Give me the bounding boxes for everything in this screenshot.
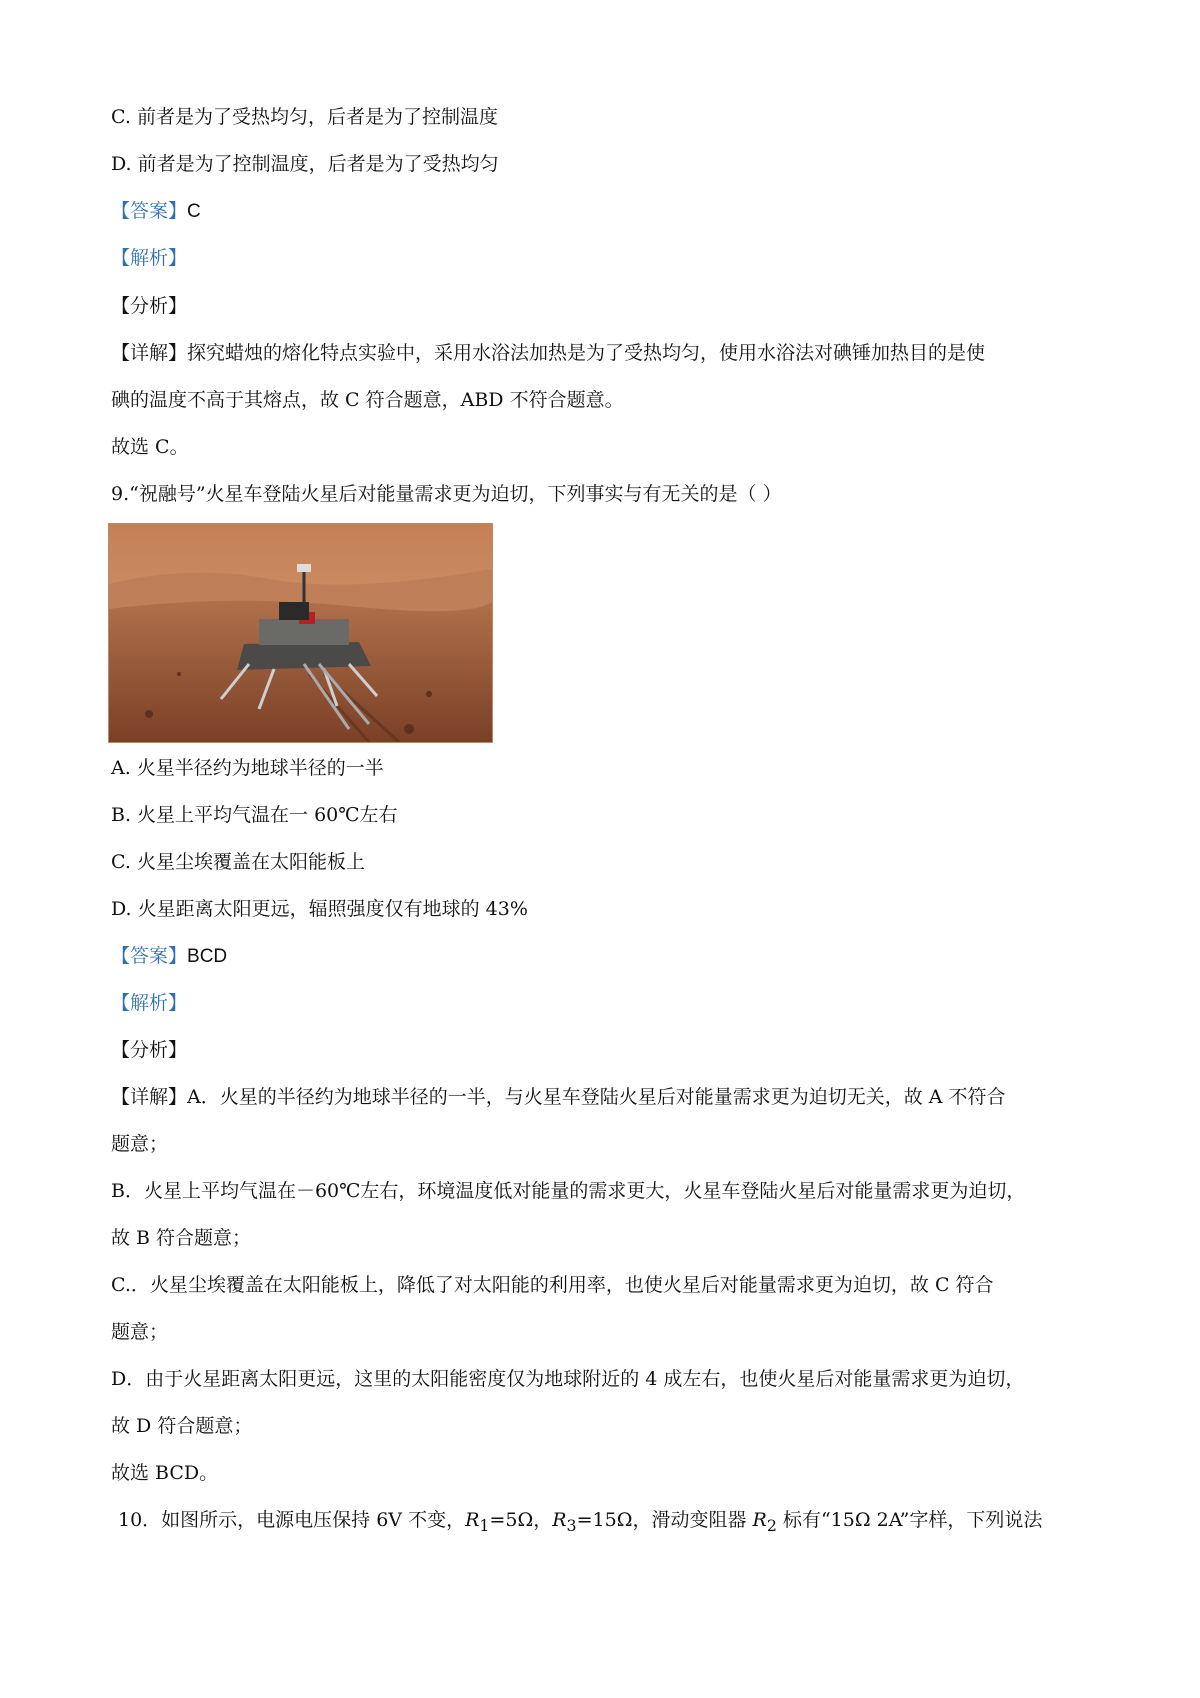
- mars-rover-photo: [108, 523, 493, 743]
- var-r3: R: [552, 1509, 567, 1531]
- answer-tag: 【答案】: [111, 200, 188, 222]
- var-r1-sub: 1: [479, 1515, 490, 1535]
- fenxi-tag: 【分析】: [111, 295, 188, 317]
- question-9-option-c: C. 火星尘埃覆盖在太阳能板上: [111, 851, 365, 873]
- option-d: D. 前者是为了控制温度，后者是为了受热均匀: [111, 153, 499, 175]
- detail-line-2: 碘的温度不高于其熔点，故 C 符合题意，ABD 不符合题意。: [111, 389, 624, 411]
- option-c: C. 前者是为了受热均匀，后者是为了控制温度: [111, 106, 498, 128]
- var-r2: R: [752, 1509, 767, 1531]
- question-9-detail-4: 故 B 符合题意；: [111, 1227, 252, 1249]
- analysis-tag: 【解析】: [111, 247, 188, 269]
- answer-value: C: [187, 201, 201, 222]
- var-r2-sub: 2: [766, 1515, 777, 1535]
- question-9-option-d: D. 火星距离太阳更远，辐照强度仅有地球的 43%: [111, 898, 528, 920]
- question-9-fenxi-tag: 【分析】: [111, 1039, 188, 1061]
- answer-value: BCD: [187, 946, 228, 967]
- stem-part-a: 10．如图所示，电源电压保持 6V 不变，: [118, 1509, 466, 1531]
- answer-tag: 【答案】: [111, 945, 188, 967]
- question-9-answer-line: [111, 944, 227, 969]
- question-9-option-b: B. 火星上平均气温在一 60℃左右: [111, 804, 398, 826]
- question-9-detail-5: C.．火星尘埃覆盖在太阳能板上，降低了对太阳能的利用率，也使火星后对能量需求更为迫切，故 C 符合: [111, 1274, 994, 1296]
- question-10-stem: [118, 1508, 1042, 1538]
- question-9-detail-2: 题意；: [111, 1133, 169, 1155]
- var-r3-sub: 3: [566, 1515, 577, 1535]
- stem-part-b: 标有“15Ω 2A”字样，下列说法: [776, 1509, 1043, 1531]
- question-9-detail-1: 【详解】A．火星的半径约为地球半径的一半，与火星车登陆火星后对能量需求更为迫切无关，故 A 不符合: [111, 1086, 1006, 1108]
- question-9-detail-7: D．由于火星距离太阳更远，这里的太阳能密度仅为地球附近的 4 成左右，也使火星后对能量需求更为迫切，: [111, 1368, 1025, 1390]
- detail-line-1: 【详解】探究蜡烛的熔化特点实验中，采用水浴法加热是为了受热均匀，使用水浴法对碘锤加热目的是使: [111, 342, 986, 364]
- question-9-detail-8: 故 D 符合题意；: [111, 1415, 253, 1437]
- var-r1: R: [465, 1509, 480, 1531]
- conclusion: 故选 C。: [111, 436, 189, 458]
- var-r3-value: =15Ω，滑动变阻器: [576, 1509, 753, 1531]
- var-r1-value: =5Ω，: [489, 1509, 553, 1531]
- question-9-analysis-tag: 【解析】: [111, 992, 188, 1014]
- question-9-stem: 9.“祝融号”火星车登陆火星后对能量需求更为迫切，下列事实与有无关的是（ ）: [111, 483, 782, 505]
- question-9-conclusion: 故选 BCD。: [111, 1462, 219, 1484]
- question-9-detail-6: 题意；: [111, 1321, 169, 1343]
- answer-line: [111, 199, 201, 224]
- question-9-option-a: A. 火星半径约为地球半径的一半: [111, 757, 384, 779]
- question-9-detail-3: B．火星上平均气温在－60℃左右，环境温度低对能量的需求更大，火星车登陆火星后对能量需求更为迫切，: [111, 1180, 1026, 1202]
